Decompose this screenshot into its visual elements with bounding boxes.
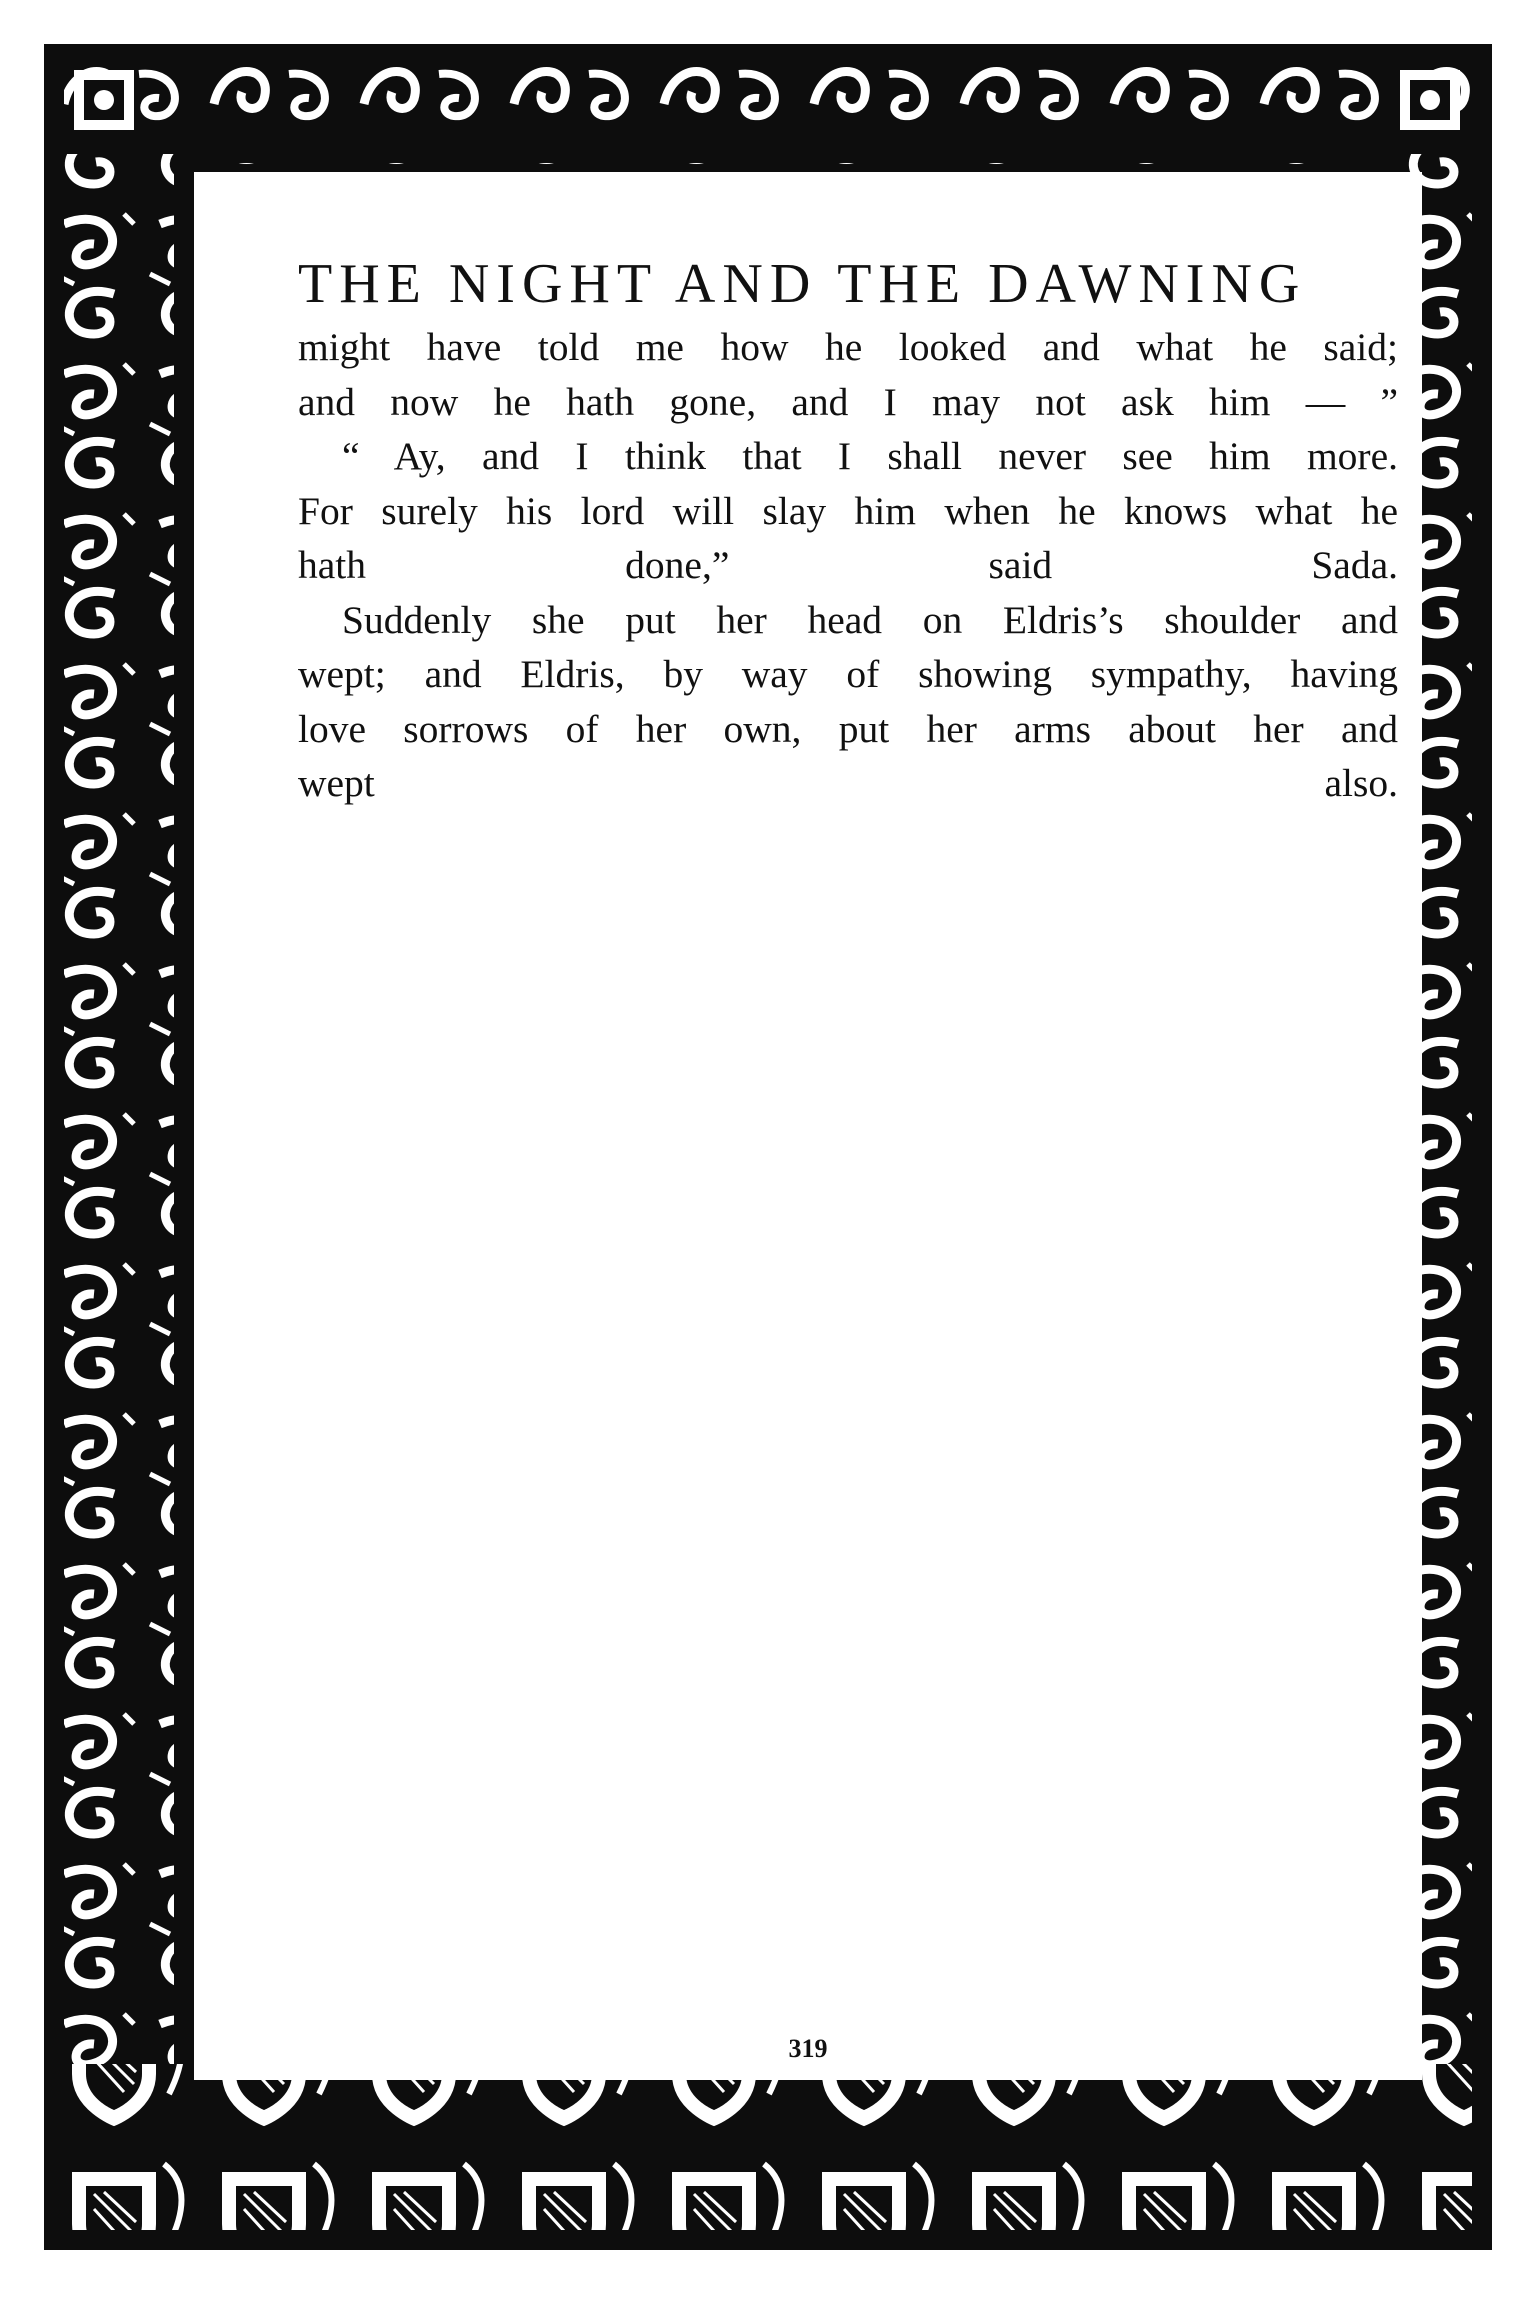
paragraph (298, 429, 1398, 593)
text-line: Suddenly she put her head on Eldris’s shoulder and (342, 597, 1398, 642)
text-line: For surely his lord will slay him when he knows what he (298, 488, 1398, 533)
text-line: wept; and Eldris, by way of showing sympathy, having (298, 652, 1398, 696)
text-line: wept also. (298, 761, 1398, 805)
paragraph (298, 593, 1398, 811)
running-head: THE NIGHT AND THE DAWNING (298, 253, 1307, 315)
body-text (298, 320, 1398, 811)
page-number: 319 (788, 2034, 828, 2063)
ornamental-border (44, 44, 1492, 2250)
text-line: “ Ay, and I think that I shall never see him more. (342, 434, 1398, 478)
text-page (184, 172, 1422, 2080)
paragraph (298, 320, 1398, 429)
text-line: hath done,” said Sada. (298, 543, 1398, 587)
text-line: and now he hath gone, and I may not ask him — ” (298, 379, 1398, 424)
text-line: love sorrows of her own, put her arms about her and (298, 706, 1398, 751)
text-line: might have told me how he looked and what he said; (298, 325, 1398, 369)
